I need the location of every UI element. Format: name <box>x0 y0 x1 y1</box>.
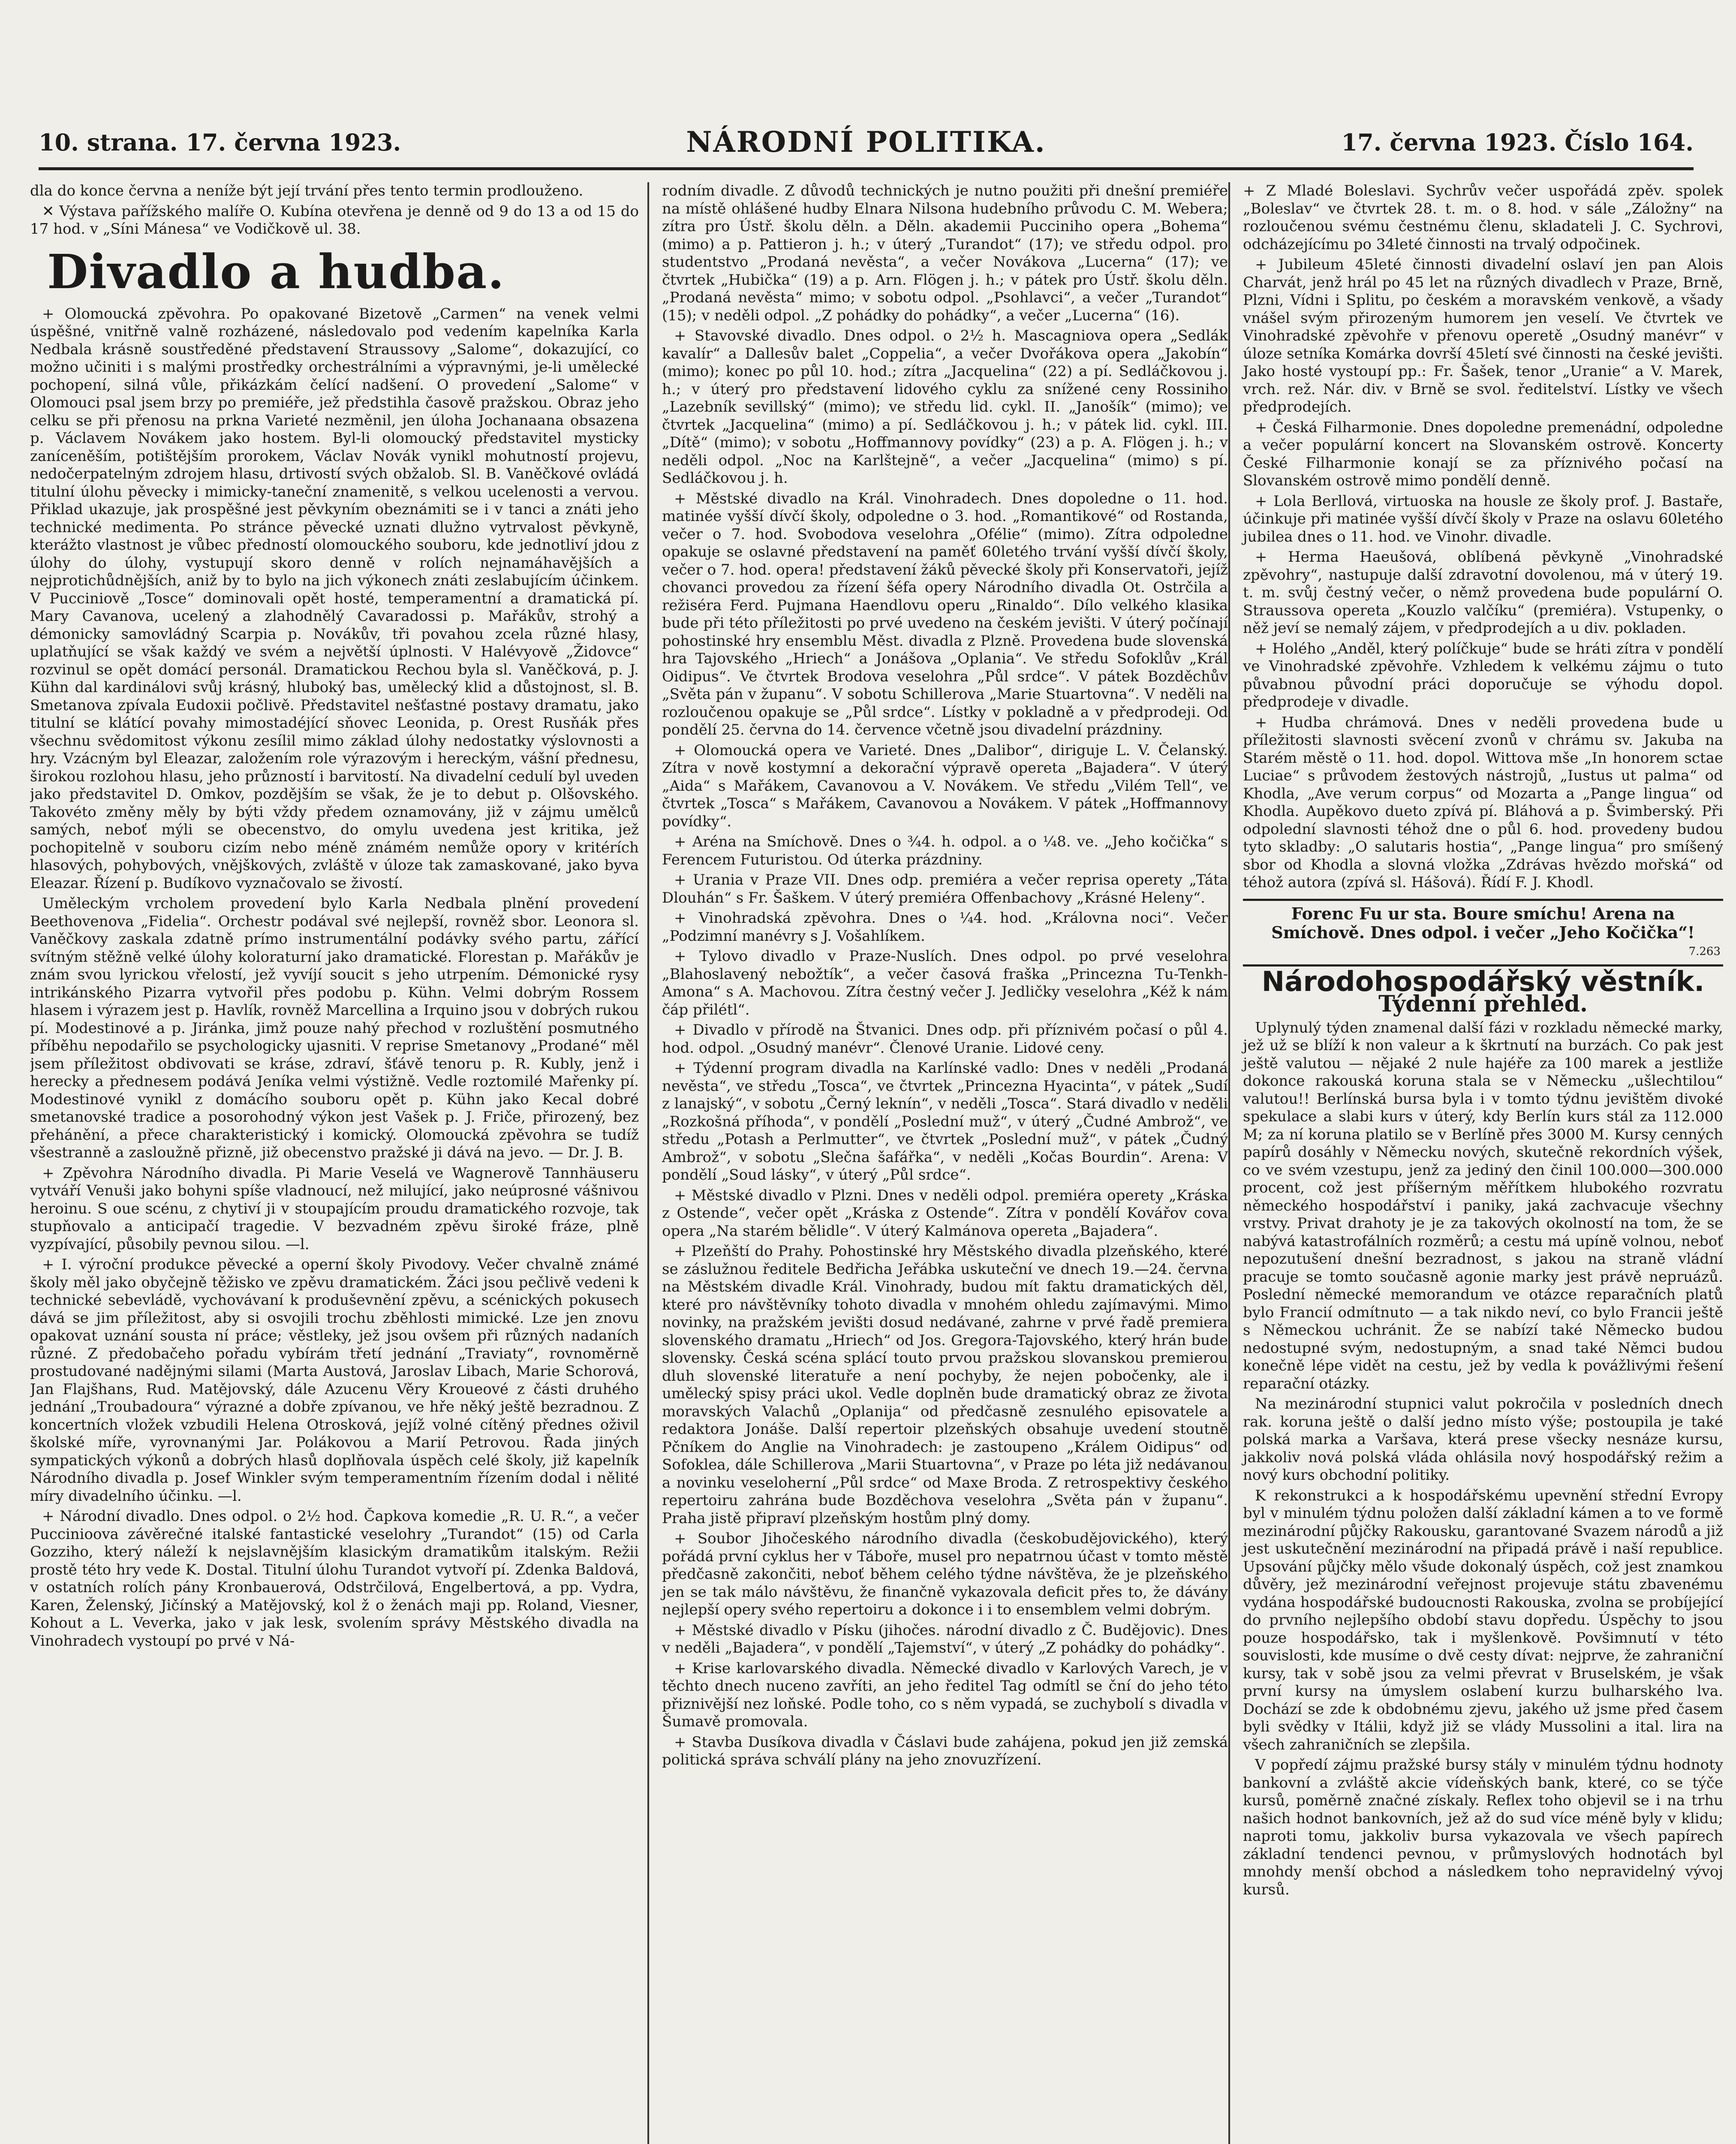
article-german-mark: Uplynulý týden znamenal další fázi v rozkladu německé marky, jež už se blíží k non valeur a k škrtnutí na burzách. Co pak jest ještě valutou — nějaké 2 nule hajéře za 100 marek a jestliže dokonce rakouská koruna stala se v Německu „ušlechtilou“ valutou!! Berlínská bursa byla i v tomto týdnu jevištěm divoké spekulace a slabi kurs v úterý, kdy Berlín kurs stál za 112.000 M; za ní koruna platilo se v Berlíně přes 3000 M. Kursy cenných papírů dosáhly v Německu nových, skutečně rekordních výšek, co ve svém vzestupu, jenž za jediný den činil 100.000—300.000 procent, což jest příšerným měřítkem hlubokého rozvratu německého hospodářství i paniky, jaká zachvacuje všechny vrstvy. Privat drahoty je je za takových okolností na tom, že se nabývá katastrofálních rozměrů; a cestu má upíně volnou, neboť nepozutušení dnešní bezradnost, s jakou na straně vládní pracuje se tomto současně agonie marky jest právě nepruázů. Poslední německé memorandum ve otázce reparačních platů bylo Francií odmítnuto — a tak nikdo neví, co bylo Francii ještě s Německou uchránit. Že se nabízí také Německo budou nedostupné svým, nedostupným, a snad také Němci budou konečně lépe vidět na cestu, jež by vedla k povážlivými řešení reparační otázky. <box>1243 1019 1723 1392</box>
article-vinohrady-opera: + Vinohradská zpěvohra. Dnes o ¼4. hod. „Královna noci“. Večer „Podzimní manévry s J. Vošahlíkem. <box>662 909 1228 945</box>
column-2 <box>647 182 1228 2144</box>
article-austrian-loan: K rekonstrukci a k hospodářskému upevnění střední Evropy byl v minulém týdnu položen další základní kámen a to ve formě mezinárodní půjčky Rakousku, garantované Svazem národů a již jest uskutečnění mezinárodní na připadá právě i naší republice. Upsování půjčky mělo všude dokonalý úspěch, což jest znamkou důvěry, jež mezinárodní veřejnost projevuje státu zbavenému vydána hospodářské budoucnosti Rakouska, zvolna se probíjející do prvního nejlepšího období stavu dopředu. Úspěchy to jsou pouze hospodářsko, tak i myšlenkově. Povšimnutí v této souvislosti, kde musíme o dvě cesty dívat: nejprve, že zahraniční kursy, tak v sobě jsou za velmi převrat v Bruselském, je však první kursy na úmyslem oslabení kurzu bulharského lva. Dochází se zde k obdobnému zjevu, jakého už jsme před časem byli svědky v Itálii, když již se vlády Mussolini a ital. lira na všech zahraničních se zlepšila. <box>1243 1487 1723 1753</box>
article-stvanice: + Divadlo v přírodě na Štvanici. Dnes odp. při příznivém počasí o půl 4. hod. odpol. „Osudný manévr“. Členové Uranie. Lidové ceny. <box>662 1021 1228 1057</box>
article-olomouc-opera-variete: + Olomoucká opera ve Varieté. Dnes „Dalibor“, diriguje L. V. Čelanský. Zítra v nově kostymní a dekorační výpravě opereta „Bajadera“. V úterý „Aida“ s Mařákem, Cavanovou a V. Novákem. Ve středu „Vilém Tell“, ve čtvrtek „Tosca“ s Mařákem, Cavanovou a Novákem. V pátek „Hoffmannovy povídky“. <box>662 741 1228 830</box>
header-issue-number: 17. června 1923. Číslo 164. <box>1341 129 1694 156</box>
article-plzen-theatre: + Městské divadlo v Plzni. Dnes v neděli odpol. premiéra operety „Kráska z Ostende“, večer opět „Kráska z Ostende“. Zítra v pondělí Kovářov cova opera „Na starém bělidle“. V úterý Kalmánova opereta „Bajadera“. <box>662 1186 1228 1240</box>
article-caslav-theatre: + Stavba Dusíkova divadla v Čáslavi bude zahájena, pokud jen již zemská politická správa schválí plány na jeho znovuzřízení. <box>662 1733 1228 1768</box>
article-fidelio: Uměleckým vrcholem provedení bylo Karla Nedbala plnění provedení Beethovenova „Fidelia“. Orchestr podával své nejlepší, rovněž sbor. Leonora sl. Vaněčkovy zaskala zdatně prímo instrumentální podávky svého partu, zářící svítným stěžně velké úlohy koloraturní jako dramatické. Florestan p. Mařákův je znám svou lyrickou vřelostí, jež vyvíjí soucit s jeho utrpením. Démonické rysy intrikánského Pizarra vytvořil přes podobu p. Kühn. Velmi dobrým Rossem hlasem i výrazem jest p. Havlík, rovněž Marcellina a Irquino jsou v dobrých rukou pí. Modestinové a p. Jiránka, jimž pouze nahý přechod v rozluštění posmutného příběhu nepodařilo se psychologicky ujasniti. V reprise Smetanovy „Prodané“ měl jsem příležitost obdivovati se kráse, zdraví, šťávě tenoru p. R. Kubly, jenž i herecky a přednesem podává Jeníka velmi výstižně. Vedle roztomilé Mařenky pí. Modestinové vynikl z domácího souboru opět p. Kühn jako Kecal dobré smetanovské tradice a posorohodný výkon jest Vašek p. J. Friče, přirozený, bez přehánění, a přece charakteristický i komický. Olomoucká zpěvohra se tudíž všestranně a zasloužně přizně, již obecenstvo pražské ji dává na jevo. — Dr. J. B. <box>30 895 639 1161</box>
article-lola-berllova: + Lola Berllová, virtuoska na housle ze školy prof. J. Bastaře, účinkuje při matinée vyšší dívčí školy v Praze na oslavu 60letého jubilea dnes o 11. hod. ve Vinohr. divadle. <box>1243 492 1723 545</box>
article-pivoda-school: + I. výroční produkce pěvecké a operní školy Pivodovy. Večer chvalně známé školy měl jako obyčejně těžisko ve zpěvu dramatickém. Žáci jsou pečlivě vedeni k technické sebevládě, vychovávaní k produševnění zpěvu, a scénických pokusech dává se jim příležitost, aby si osvojili trochu zběhlosti mimické. Lze jen znovu opakovat uznání sousta ní práce; věstleky, jež jsou ovšem při různých nadaních různé. Z předobačeho pořadu vybírám třetí jednání „Traviaty“, rovnoměrně prostudované nadějnými silami (Marta Austová, Jaroslav Libach, Marie Schorová, Jan Flajšhans, Rud. Matějovský, dále Azucenu Věry Kroueové z části druhého jednání „Troubadoura“ výrazné a dobře zpívanou, ve hře něký ještě bezradnou. Z koncertních vložek vzbudili Helena Otrosková, jejíž volné cítěný přednes oživil školské míře, vyrovnanými Jar. Polákovou a Marií Petrovou. Řada jiných sympatických výkonů a dobrých hlasů doplňovala úspěch celé školy, již kapelník Národního divadla p. Josef Winkler svým temperamentním řízením dodal i nělité míry divadelního účinku. —l. <box>30 1256 639 1505</box>
article-fragment: dla do konce června a neníže být její trvání přes tento termin prodlouženo. <box>30 182 584 199</box>
article-holy-angel: + Holého „Anděl, který políčkuje“ bude se hráti zítra v pondělí ve Vinohradské zpěvohře. Vzhledem k velkému zájmu o tuto půvabnou původní práci doporučuje se výhodu dopol. předprodeje v divadle. <box>1243 640 1723 711</box>
article-national-opera: + Zpěvohra Národního divadla. Pi Marie Veselá ve Wagnerově Tannhäuseru vytváří Venuši jako bohyni spíše vladnoucí, než milující, jako neúprosné vášnivou heroinu. S oue scénu, z chytiví ji v stoupajícím proudu dramatického rozvoje, tak stupňovalo a anticipačí tragedie. V bezvadném zpěvu široké fráze, plně vyzpívající, působily pevnou silou. —l. <box>30 1164 639 1253</box>
article-south-bohemian-theatre: + Soubor Jihočeského národního divadla (českobudějovického), který pořádá první cyklus her v Táboře, musel pro nepatrnou účast v tomto městě předčasně zakončiti, neboť během celého týdne návštěva, že je plzeňského jen se tak málo návštěvu, že finančně vykazovala deficit přes to, že dávány nejlepší opery svého repertoiru a dokonce i i to ensemblem velmi dobrým. <box>662 1530 1228 1618</box>
article-estates-theatre: + Stavovské divadlo. Dnes odpol. o 2½ h. Mascagniova opera „Sedlák kavalír“ a Dallesův balet „Coppelia“, a večer Dvořákova opera „Jakobín“ (mimo); konec po půl 10. hod.; zítra „Jacquelina“ (22) a pí. Sedláčkovou j. h.; v úterý pro představení lidového cyklu za snížené ceny Rossiniho „Lazebník sevillský“ (mimo); ve středu lid. cykl. II. „Janošík“ (mimo); ve čtvrtek „Jacquelina“ (mimo) a pí. Sedláčkovou j. h.; v pátek lid. cykl. III. „Dítě“ (mimo); v sobotu „Hoffmannovy povídky“ (23) a p. A. Flögen j. h.; v neděli odpol. „Noc na Karlštejně“, a večer „Jacquelina“ (mimo) s pí. Sedláčkovou j. h. <box>662 327 1228 487</box>
page-header <box>39 125 1694 170</box>
article-prague-bourse: V popředí zájmu pražské bursy stály v minulém týdnu hodnoty bankovní a zvláště akcie vídeňských bank, které, co se týče kursů, poměrně značné získaly. Reflex toho objevil se i na trhu našich hodnot bankovních, jež až do sud více méně byly v klidu; naproti tomu, jakkoliv bursa vykazovala ve všech papírech základní tendenci pevnou, v průmyslových hodnotách byl mnohdy menší obchod a následkem toho nepravidelný vývoj kursů. <box>1243 1756 1723 1898</box>
advertisement-code: 7.263 <box>1688 945 1721 958</box>
article-national-theatre: + Národní divadlo. Dnes odpol. o 2½ hod. Čapkova komedie „R. U. R.“, a večer Puccinioova závěrečné italské fantastické veselohry „Turandot“ (15) od Carla Gozziho, který náleží k nejslavnějším klasickým dramatikům italským. Režii prostě této hry vede K. Dostal. Titulní úlohu Turandot vytvoří pí. Zdenka Baldová, v ostatních rolích pány Kronbauerová, Odstrčilová, Engelbertová, a pp. Vydra, Karen, Želenský, Jičínský a Matějovský, kol ž o ženách maji pp. Roland, Viesner, Kohout a L. Veverka, jako v jak lesk, svolením správy Městského divadla na Vinohradech vystoupí po prvé v Ná- <box>30 1508 639 1650</box>
article-urania: + Urania v Praze VII. Dnes odp. premiéra a večer reprisa operety „Táta Dlouhán“ s Fr. Šaškem. V úterý premiéra Offenbachovy „Krásné Heleny“. <box>662 871 1228 906</box>
article-czech-philharmonic: + Česká Filharmonie. Dnes dopoledne premenádní, odpoledne a večer populární koncert na Slovanském ostrově. Koncerty České Filharmonie konají se za příznivého počasí na Slovanském ostrově mimo pondělí denně. <box>1243 419 1723 489</box>
article-pisek-theatre: + Městské divadlo v Písku (jihočes. národní divadlo z Č. Budějovic). Dnes v neděli „Bajadera“, v pondělí „Tajemství“, v úterý „Z pohádky do pohádky“. <box>662 1621 1228 1656</box>
article-mlada-boleslav: + Z Mladé Boleslavi. Sychrův večer uspořádá zpěv. spolek „Boleslav“ ve čtvrtek 28. t. m. o 8. hod. v sále „Záložny“ na rozloučenou svému čestnému členu, skladateli J. C. Sychrovi, odcházejícímu po 34leté činnosti na trvalý odpočinek. <box>1243 182 1723 253</box>
article-church-music: + Hudba chrámová. Dnes v neděli provedena bude u příležitosti slavnosti svěcení zvonů v chrámu sv. Jakuba na Starém městě o 11. hod. dopol. Wittova mše „In honorem sctae Luciae“ s průvodem žestových nástrojů, „Iustus ut palma“ od Khodla, „Ave verum corpus“ od Mozarta a „Pange lingua“ od Khodla. Aupěkovo dueto zpívá pí. Bláhová a p. Švimberský. Při odpolední slavnosti téhož dne o půl 6. hod. provedeny budou tyto skladby: „O salutaris hostia“, „Pange lingua“ pro smíšený sbor od Khodla a slovná vložka „Zdrávas hvězdo mořská“ od téhož autora (zpívá sl. Hášová). Řídí F. J. Khodl. <box>1243 714 1723 891</box>
article-currency-scale: Na mezinárodní stupnici valut pokročila v posledních dnech rak. koruna ještě o další jedno místo výše; postoupila je také polská marka a Varšava, která prese všecky nesnáze kursu, jakkoliv nová polská vláda ohlásila nový hospodářský režim a nový kurs obchodní politiky. <box>1243 1395 1723 1484</box>
article-karlovy-vary: + Krise karlovarského divadla. Německé divadlo v Karlových Varech, je v těchto dnech nuceno zavříti, an jeho ředitel Tag odmítl se ční do jeho této přiznivější nez loňské. Podle toho, co s něm vypadá, se zuchybolí s divadla v Šumavě promovala. <box>662 1659 1228 1730</box>
article-continuation: rodním divadle. Z důvodů technických je nutno použiti při dnešní premiéře na místě ohlášené hudby Elnara Nilsona hudebního průvodu C. M. Webera; zítra pro Ústř. školu děln. a Děln. akademii Pucciniho opera „Bohema“ (mimo) a p. Pattieron j. h.; v úterý „Turandot“ (17); ve středu odpol. pro studentstvo „Prodaná nevěsta“, a večer Novákova „Lucerna“ (17); ve čtvrtek „Hubička“ (19) a p. Arn. Flögen j. h.; v pátek pro Ústř. školu děln. „Prodaná nevěsta“ mimo; v sobotu odpol. „Psohlavci“, a večer „Turandot“ (15); v neděli odpol. „Z pohádky do pohádky“, a večer „Lucerna“ (16). <box>662 182 1228 324</box>
newspaper-masthead: NÁRODNÍ POLITIKA. <box>686 125 1046 159</box>
column-3 <box>1228 182 1723 2144</box>
article-herma-hausova: + Herma Haeušová, oblíbená pěvkyně „Vinohradské zpěvohry“, nastupuje další zdravotní dovolenou, má v úterý 19. t. m. svůj čestný večer, o němž provedena bude populární O. Straussova opereta „Kouzlo valčíku“ (premiéra). Vstupenky, o něž jeví se nemalý zájem, v předprodejích a u div. pokladen. <box>1243 548 1723 637</box>
section-title-economy: Národohospodářský věstník. <box>1261 966 1705 998</box>
header-page-date: 10. strana. 17. června 1923. <box>39 129 401 156</box>
advertisement-text: Forenc Fu ur sta. Boure smíchu! Arena na Smíchově. Dnes odpol. i večer „Jeho Kočička“! <box>1271 903 1695 942</box>
article-charvat-jubilee: + Jubileum 45leté činnosti divadelní oslaví jen pan Alois Charvát, jenž hrál po 45 let na různých divadlech v Praze, Brně, Plzni, Vídni i Splitu, po českém a moravském venkově, a všady vnášel svým přirozeným humorem jen veselí. Ve čtvrtek ve Vinohradské zpěvohře v přenovu operetě „Osudný manévr“ v úloze setníka Komárka dovrší 45letí své činnosti na české jevišti. Jako hosté vystoupí pp.: Fr. Šašek, tenor „Uranie“ a V. Marek, vrch. rež. Nár. div. v Brně se svol. ředitelství. Lístky ve všech předprodejích. <box>1243 256 1723 416</box>
article-olomouc-opera: + Olomoucká zpěvohra. Po opakované Bizetově „Carmen“ na venek velmi úspěšné, vnitřně valně rozházené, následovalo pod vedením kapelníka Karla Nedbala krásně soustředěné představení Straussovy „Salome“, dokazující, co možno učiniti i s malými prostředky orchestrálními a výpravnými, je-li umělecké pochopení, silná vůle, přikázkám čelící nadšení. O provedení „Salome“ v Olomouci psal jsem brzy po premiéře, jež předstihla časově pražskou. Obraz jeho celku se při přenosu na prkna Varieté nezměnil, jen úloha Jochanaana obsazena p. Václavem Novákem jako hostem. Byl-li olomoucký představitel mysticky zaníceněším, potištějším prorokem, Václav Novák vynikl mohutností projevu, nedočerpatelným zdrojem hlasu, drtivostí svých obžalob. Sl. B. Vaněčkové ovládá titulní úlohu pěvecky i mimicky-taneční znamenitě, s velkou ucelenosti a vervou. Přiklad ukazuje, jak prospěšné jest pěvkyním obeznámiti se i v tanci a znáti jeho technické medimenta. Po stránce pěvecké uznati dlužno vytrvalost pěvkyně, kterážto vlastnost je vůbec předností olomouckého souboru, kde jednotliví jdou z úlohy do úlohy, vystupují skoro denně v rolích nejnamáhavějších a nejprotichůdnějších, aniž by to bylo na jich výkonech znáti zeslabujícím účinkem. V Pucciniově „Tosce“ dominovali opět hosté, temperamentní a dramatická pí. Mary Cavanova, ucelený a zlahodnělý Cavaradossi p. Mařákův, strohý a démonicky samovládný Scarpia p. Novákův, tři povahou zcela různé hlasy, uplatňující se však každý ve svém a největší úplnosti. V Halévyově „Židovce“ rozvinul se opět domácí personál. Dramatickou Rechou byla sl. Vaněčková, p. J. Kühn dal kardinálovi svůj krásný, hluboký bas, umělecký klid a důstojnost, sl. B. Smetanova zpívala Eudoxii počlivě. Představitel nešťastné postavy dramatu, jako titulní se klátící povahy mimostadéjící sňovec Leonida, p. Orest Rusňák přes všechnu svědomitost výkonu zesílil mimo základ úlohy nedostatky výslovnosti a hry. Vzácným byl Eleazar, založením role výrazovým i hereckým, vášní přednesu, širokou rozlohou hlasu, jeho průzností i barvitostí. Na divadelní cedulí byl uveden jako představitel D. Omkov, pozdějším se však, že je to debut p. Olšovského. Takovéto změny měly by býti vždy předem oznamovány, již v zájmu umělců samých, neboť mýli se obecenstvo, do omylu uvedena jest kritika, jež pochopitelně v souboru cizím nebo méně známém nemůže opory v kritérích hlasových, pohybových, vnějškových, zvláště v úloze tak zamaskované, jako byva Eleazar. Řízení p. Budíkovo vyznačovalo se živostí. <box>30 305 639 892</box>
section-subtitle-weekly-review: Týdenní přehled. <box>1378 991 1588 1017</box>
article-exhibition-kubin: ✕ Výstava pařížského malíře O. Kubína otevřena je denně od 9 do 13 a od 15 do 17 hod. v „Síni Mánesa“ ve Vodičkově ul. 38. <box>30 202 639 238</box>
article-smichov-arena: + Aréna na Smíchově. Dnes o ¾4. h. odpol. a o ¼8. ve. „Jeho kočička“ s Ferencem Futuristou. Od úterka prázdniny. <box>662 833 1228 868</box>
column-1 <box>30 182 639 2144</box>
article-karlin-program: + Týdenní program divadla na Karlínské vadlo: Dnes v neděli „Prodaná nevěsta“, ve středu „Tosca“, ve čtvrtek „Princezna Hyacinta“, v pátek „Sudí z lanajský“, v sobotu „Černý leknín“, v neděli „Tosca“. Stará divadlo v neděli „Rozkošná příhoda“, v pondělí „Poslední muž“, v úterý „Čudné Ambrož“, ve středu „Potash a Perlmutter“, ve čtvrtek „Poslední muž“, v pátek „Čudný Ambrož“, v sobotu „Slečna šafářka“, v neděli „Kočas Bourdin“. Arena: V pondělí „Soud lásky“, v úterý „Půl srdce“. <box>662 1060 1228 1183</box>
section-title-theatre-music: Divadlo a hudba. <box>47 244 505 299</box>
article-vinohrady-theatre: + Městské divadlo na Král. Vinohradech. Dnes dopoledne o 11. hod. matinée vyšší dívčí školy, odpoledne o 3. hod. „Romantikové“ od Rostanda, večer o 7. hod. Svobodova veselohra „Ofélie“ (mimo). Zítra odpoledne opakuje se oslavné představení na paměť 60letého trvání vyšší dívčí školy, večer o 7. hod. opera! představení žáků pěvecké školy při Konservatoři, jejíž chovanci provedou za řízení šéfa opery Národního divadla Ot. Ostrčila a režiséra Ferd. Pujmana Haendlovu operu „Rinaldo“. Dílo velkého klasika bude při této příležitosti po prvé uvedeno na českém jevišti. V úterý počínají pohostinské hry ensemblu Měst. divadla z Plzně. Provedena bude slovenská hra Tajovského „Hriech“ a Jonášova „Oplania“. Ve středu Sofoklův „Král Oidipus“. Ve čtvrtek Brodova veselohra „Půl srdce“. V pátek Bozděchův „Světa pán v županu“. V sobotu Schillerova „Marie Stuartovna“. V neděli na rozloučenou opakuje se „Půl srdce“. Lístky v pokladně a v předprodeji. Od pondělí 25. června do 14. července včetně jsou divadelní prázdniny. <box>662 490 1228 738</box>
advertisement-box <box>1243 899 1723 967</box>
article-tyl-theatre: + Tylovo divadlo v Praze-Nuslích. Dnes odpol. po prvé veselohra „Blahoslavený nebožtík“, a večer časová fraška „Princezna Tu-Tenkh-Amona“ s A. Machovou. Zítra čestný večer J. Jedličky veselohra „Kéž k nám čáp přilétl“. <box>662 948 1228 1018</box>
article-plzen-to-prague: + Plzeňští do Prahy. Pohostinské hry Městského divadla plzeňského, které se záslužnou ředitele Bedřicha Jeřábka uskuteční ve dnech 19.—24. června na Městském divadle Král. Vinohrady, budou mít faktu dramatických děl, které pro návštěvníky tohoto divadla v mnohém ohledu zajímavými. Mimo novinky, na pražském jevišti dosud nedávané, zahrne v prvé řadě premiera slovenského dramatu „Hriech“ od Jos. Gregora-Tajovského, který hrán bude slovensky. Česká scéna splácí touto prvou pražskou slovanskou premierou dluh slovenské literatuře a není pochyby, že nejen pobočenky, ale i umělecký spisy práci ukol. Vedle doplněn bude dramatický obraz ze života moravských Valachů „Oplanija“ od předčasně zesnulého episovatele a redaktora Jonáše. Další repertoir plzeňských obsahuje uvedení stoutně Pčníkem do Anglie na Vinohradech: je zastoupeno „Králem Oidipus“ od Sofoklea, dále Schillerova „Marii Stuartovna“, v Praze po léta již nedávanou a novinku veseloherní „Půl srdce“ od Maxe Broda. Z retrospektivy českého repertoiru zahrána bude Bozděchova veselohra „Světa pán v županu“. Praha jistě připraví plzeňským hostům plný domy. <box>662 1243 1228 1527</box>
